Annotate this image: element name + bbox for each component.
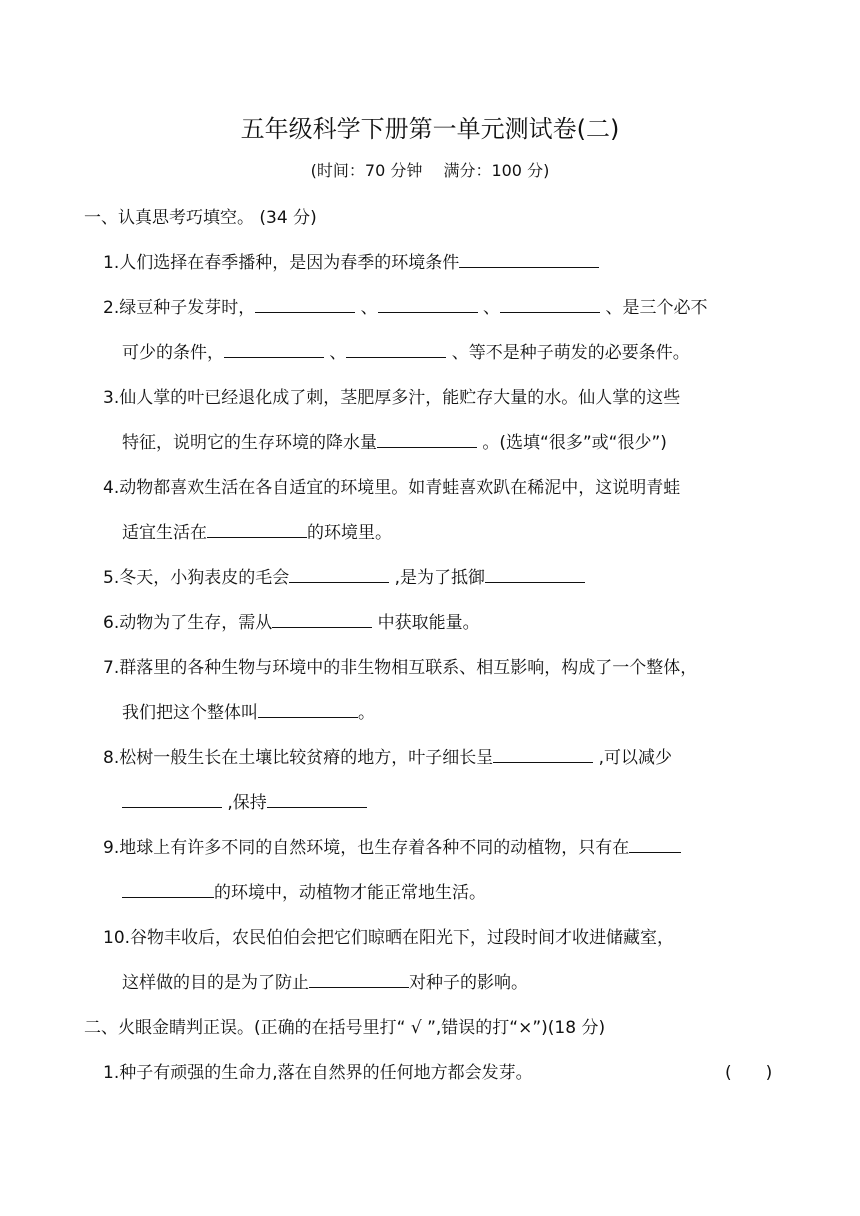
question-text: 5.冬天，小狗表皮的毛会	[103, 568, 290, 588]
question-2-cont	[122, 339, 690, 367]
answer-blank[interactable]	[122, 789, 222, 808]
question-text: 我们把这个整体叫	[122, 703, 258, 723]
page-title: 五年级科学下册第一单元测试卷(二)	[240, 115, 620, 143]
question-text: 。	[358, 703, 375, 723]
question-10-cont	[122, 969, 528, 997]
question-text: 8.松树一般生长在土壤比较贫瘠的地方，叶子细长呈	[103, 748, 494, 768]
true-false-1	[103, 1059, 783, 1087]
question-10: 10.谷物丰收后，农民伯伯会把它们晾晒在阳光下，过段时间才收进储藏室，	[103, 928, 675, 948]
question-text: 9.地球上有许多不同的自然环境，也生存着各种不同的动植物，只有在	[103, 838, 630, 858]
answer-blank[interactable]	[629, 834, 681, 853]
question-text: 、	[355, 298, 378, 318]
answer-blank[interactable]	[255, 294, 355, 313]
exam-info: (时间：70 分钟 满分：100 分)	[310, 161, 550, 180]
question-text: 适宜生活在	[122, 523, 207, 543]
question-7-cont	[122, 699, 375, 727]
question-4-cont	[122, 519, 392, 547]
answer-blank[interactable]	[122, 879, 214, 898]
question-text: 、	[477, 298, 501, 318]
question-text: 中获取能量。	[372, 613, 480, 633]
question-7: 7.群落里的各种生物与环境中的非生物相互联系、相互影响，构成了一个整体，	[103, 658, 698, 678]
question-5	[103, 564, 585, 592]
question-3: 3.仙人掌的叶已经退化成了刺，茎肥厚多汁，能贮存大量的水。仙人掌的这些	[103, 388, 681, 408]
answer-blank[interactable]	[346, 339, 446, 358]
answer-blank[interactable]	[272, 609, 372, 628]
question-text: 这样做的目的是为了防止	[122, 973, 309, 993]
answer-blank[interactable]	[258, 699, 358, 718]
question-text: 、是三个必不	[600, 298, 708, 318]
question-text: 1.种子有顽强的生命力,落在自然界的任何地方都会发芽。	[103, 1063, 533, 1083]
question-text: ,保持	[222, 793, 267, 813]
question-text: 的环境里。	[307, 523, 392, 543]
question-text: 1.人们选择在春季播种，是因为春季的环境条件	[103, 253, 460, 273]
question-9-cont	[122, 879, 486, 907]
question-9	[103, 834, 681, 862]
answer-blank[interactable]	[207, 519, 307, 538]
question-6	[103, 609, 480, 637]
question-8-cont	[122, 789, 367, 817]
answer-blank[interactable]	[493, 744, 593, 763]
question-3-cont	[122, 429, 667, 457]
section-1-heading: 一、认真思考巧填空。 (34 分)	[84, 208, 317, 228]
question-1	[103, 249, 599, 277]
question-text: 的环境中，动植物才能正常地生活。	[214, 883, 486, 903]
question-text: 6.动物为了生存，需从	[103, 613, 273, 633]
question-text: 、等不是种子萌发的必要条件。	[446, 343, 690, 363]
answer-blank[interactable]	[267, 789, 367, 808]
question-text: 特征，说明它的生存环境的降水量	[122, 433, 377, 453]
answer-parentheses[interactable]: ( )	[725, 1063, 773, 1083]
question-2	[103, 294, 707, 322]
question-text: 2.绿豆种子发芽时，	[103, 298, 256, 318]
answer-blank[interactable]	[224, 339, 324, 358]
answer-blank[interactable]	[289, 564, 389, 583]
question-text: 可少的条件，	[122, 343, 224, 363]
question-text: 、	[324, 343, 347, 363]
question-text: 。(选填“很多”或“很少”)	[477, 433, 667, 453]
question-text: ,是为了抵御	[389, 568, 486, 588]
answer-blank[interactable]	[309, 969, 409, 988]
question-text: 对种子的影响。	[409, 973, 528, 993]
question-8	[103, 744, 672, 772]
answer-blank[interactable]	[485, 564, 585, 583]
section-2-heading: 二、火眼金睛判正误。(正确的在括号里打“ √ ”,错误的打“×”)(18 分)	[84, 1018, 606, 1038]
answer-blank[interactable]	[378, 294, 478, 313]
answer-blank[interactable]	[377, 429, 477, 448]
question-text: ,可以减少	[593, 748, 673, 768]
answer-blank[interactable]	[459, 249, 599, 268]
answer-blank[interactable]	[500, 294, 600, 313]
question-4: 4.动物都喜欢生活在各自适宜的环境里。如青蛙喜欢趴在稀泥中，这说明青蛙	[103, 478, 681, 498]
